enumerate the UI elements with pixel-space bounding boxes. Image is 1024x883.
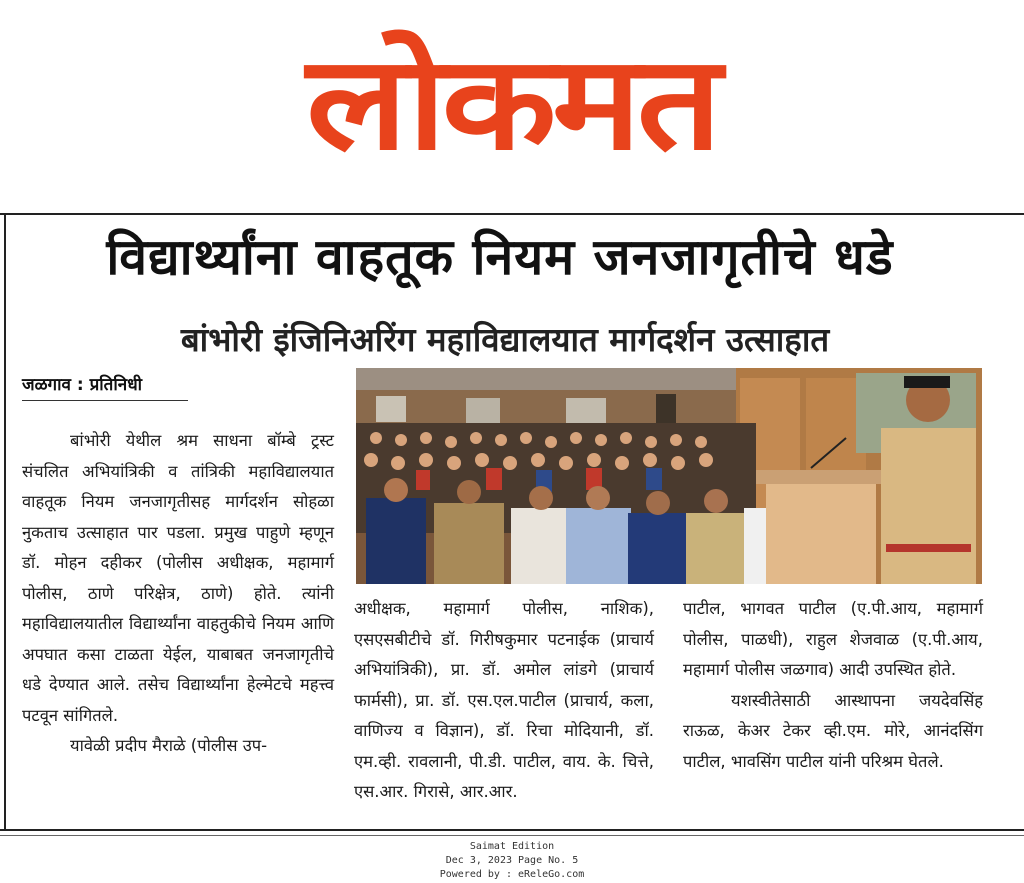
column-1-paragraph-2: यावेळी प्रदीप मैराळे (पोलीस उप- [70, 736, 268, 755]
newspaper-logo: लोकमत [306, 25, 718, 179]
bottom-rule [0, 829, 1024, 831]
edition-footer [0, 840, 1024, 882]
edition-date-page: Dec 3, 2023 Page No. 5 [445, 855, 579, 866]
column-2-paragraph-1: अधीक्षक, महामार्ग पोलीस, नाशिक), एसएसबीटीचे डॉ. गिरीषकुमार पटनाईक (प्राचार्य अभियांत्रिकी), प्रा. डॉ. अमोल लांडगे (प्राचार्य फार्मसी), प्रा. डॉ. एस.एल.पाटील (प्राचार्य, कला, वाणिज्य व विज्ञान), डॉ. रिचा मोदियानी, डॉ. एम.व्ही. रावलानी, पी.डी. पाटील, वाय. के. चित्ते, एस.आर. गिरासे, आर.आर. [354, 599, 654, 801]
article-column-2 [354, 594, 654, 808]
left-rule [4, 213, 6, 829]
powered-by-link[interactable]: Powered by : eReleGo.com [439, 869, 585, 880]
article-photo [356, 368, 982, 584]
column-3-paragraph-2: यशस्वीतेसाठी आस्थापना जयदेवसिंह राऊळ, केअर टेकर व्ही.एम. मोरे, आनंदसिंग पाटील, भावसिंग पाटील यांनी परिश्रम घेतले. [683, 690, 983, 771]
article-column-3 [683, 594, 983, 777]
article-subheadline: बांभोरी इंजिनिअरिंग महाविद्यालयात मार्गदर्शन उत्साहात [180, 320, 830, 359]
article-column-1 [22, 426, 334, 762]
dateline: जळगाव : प्रतिनिधी [22, 372, 188, 401]
bottom-rule-thin [0, 835, 1024, 836]
article-headline: विद्यार्थ्यांना वाहतूक नियम जनजागृतीचे धडे [106, 228, 894, 286]
column-3-paragraph-1: पाटील, भागवत पाटील (ए.पी.आय, महामार्ग पोलीस, पाळधी), राहुल शेजवाळ (ए.पी.आय, महामार्ग पोलीस जळगाव) आदी उपस्थित होते. [683, 599, 983, 679]
column-1-paragraph-1: बांभोरी येथील श्रम साधना बॉम्बे ट्रस्ट संचलित अभियांत्रिकी व तांत्रिकी महाविद्यालयात वाहतूक नियम जनजागृतीसह मार्गदर्शन सोहळा नुकताच उत्साहात पार पडला. प्रमुख पाहुणे म्हणून डॉ. मोहन दहीकर (पोलीस अधीक्षक, महामार्ग पोलीस, ठाणे परिक्षेत्र, ठाणे) होते. त्यांनी महाविद्यालयातील विद्यार्थ्यांना वाहतुकीचे नियम आणि अपघात कसा टाळता येईल, याबाबत जनजागृतीचे धडे देण्यात आले. तसेच विद्यार्थ्यांना हेल्मेटचे महत्त्व पटवून सांगितले. [22, 431, 334, 725]
seminar-photo-illustration [356, 368, 982, 584]
masthead [0, 0, 1024, 205]
edition-name: Saimat Edition [469, 841, 555, 852]
top-rule [0, 213, 1024, 215]
